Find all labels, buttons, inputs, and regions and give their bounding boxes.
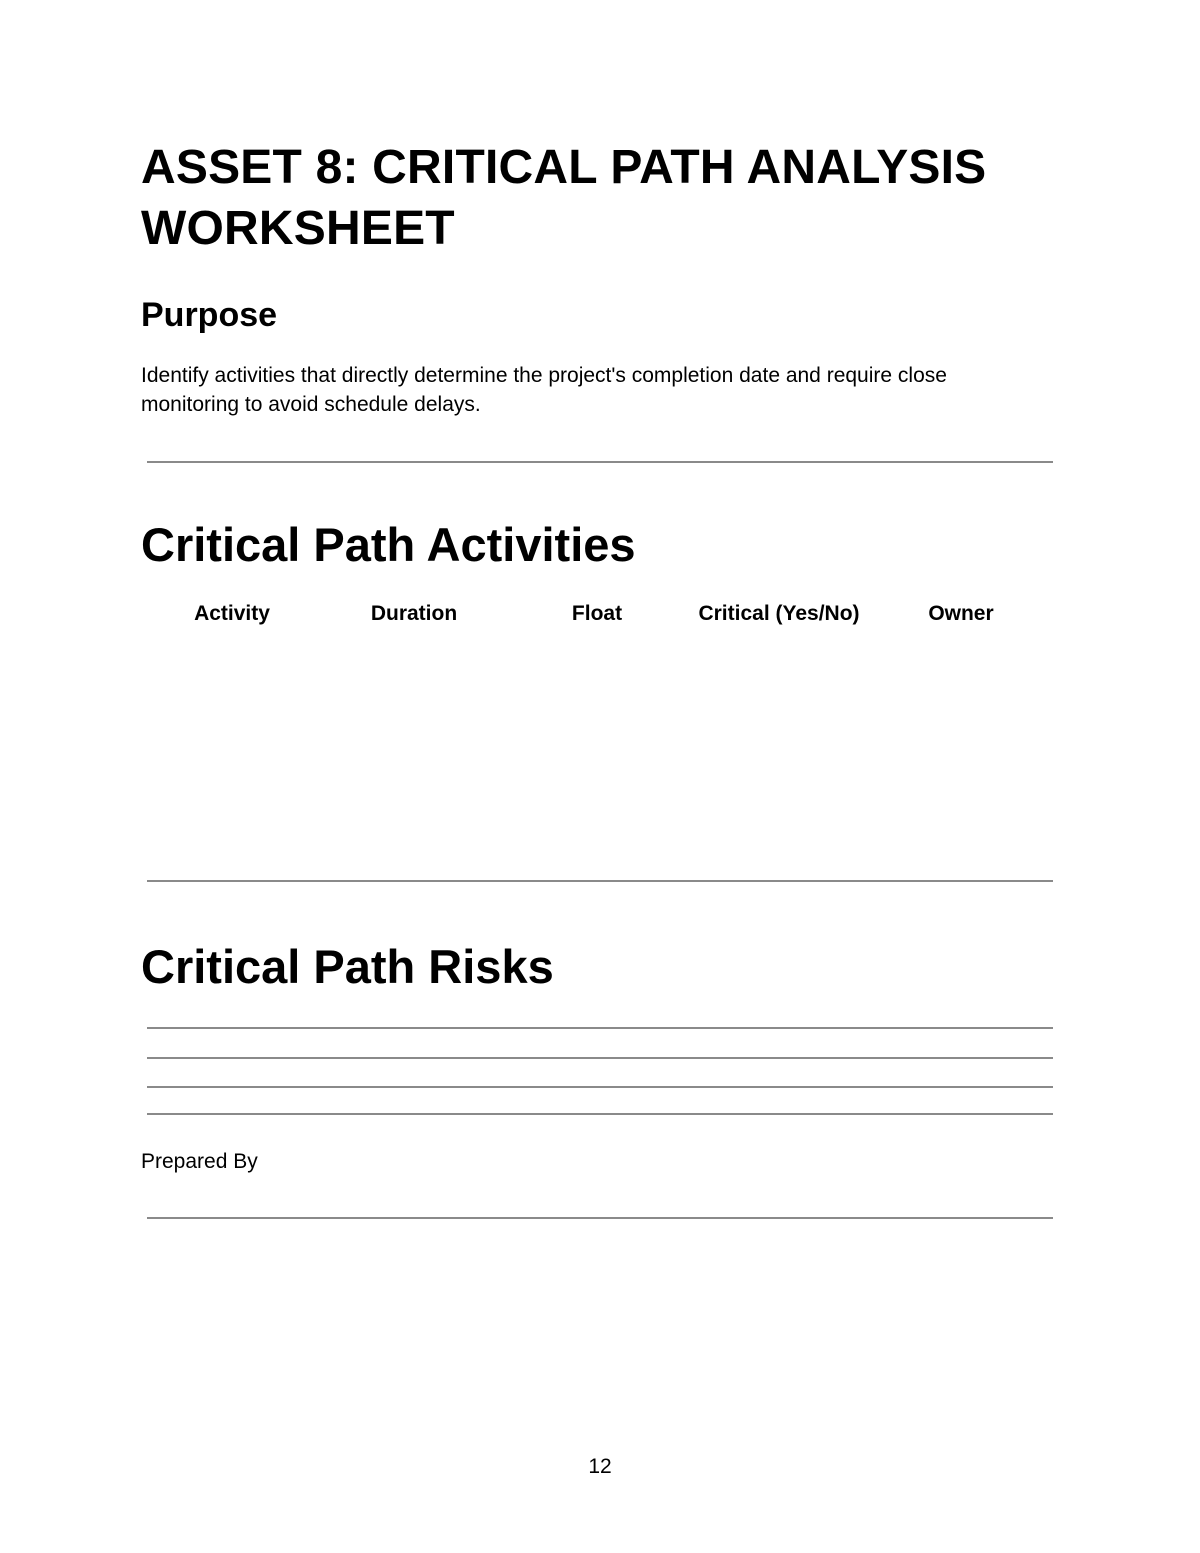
page-number: 12	[588, 1455, 612, 1478]
prepared-by-signature-line[interactable]	[147, 1217, 1053, 1219]
activities-heading: Critical Path Activities	[141, 518, 636, 571]
column-header-critical: Critical (Yes/No)	[698, 602, 860, 625]
divider-purpose	[147, 461, 1053, 463]
risk-entry-line[interactable]	[147, 1086, 1053, 1088]
column-header-float: Float	[571, 602, 623, 625]
purpose-heading: Purpose	[141, 296, 278, 334]
column-header-activity: Activity	[194, 602, 270, 625]
purpose-text: Identify activities that directly determine the project's completion date and require close monitoring to avoid schedule delays.	[141, 364, 947, 416]
column-header-duration: Duration	[370, 602, 458, 625]
prepared-by-label: Prepared By	[141, 1150, 258, 1173]
column-header-owner: Owner	[928, 602, 994, 625]
risks-heading: Critical Path Risks	[141, 940, 554, 993]
risk-entry-line[interactable]	[147, 1057, 1053, 1059]
divider-activities	[147, 880, 1053, 882]
risk-entry-line[interactable]	[147, 1113, 1053, 1115]
risk-entry-line[interactable]	[147, 1027, 1053, 1029]
document-title: ASSET 8: CRITICAL PATH ANALYSIS WORKSHEET	[141, 141, 987, 255]
